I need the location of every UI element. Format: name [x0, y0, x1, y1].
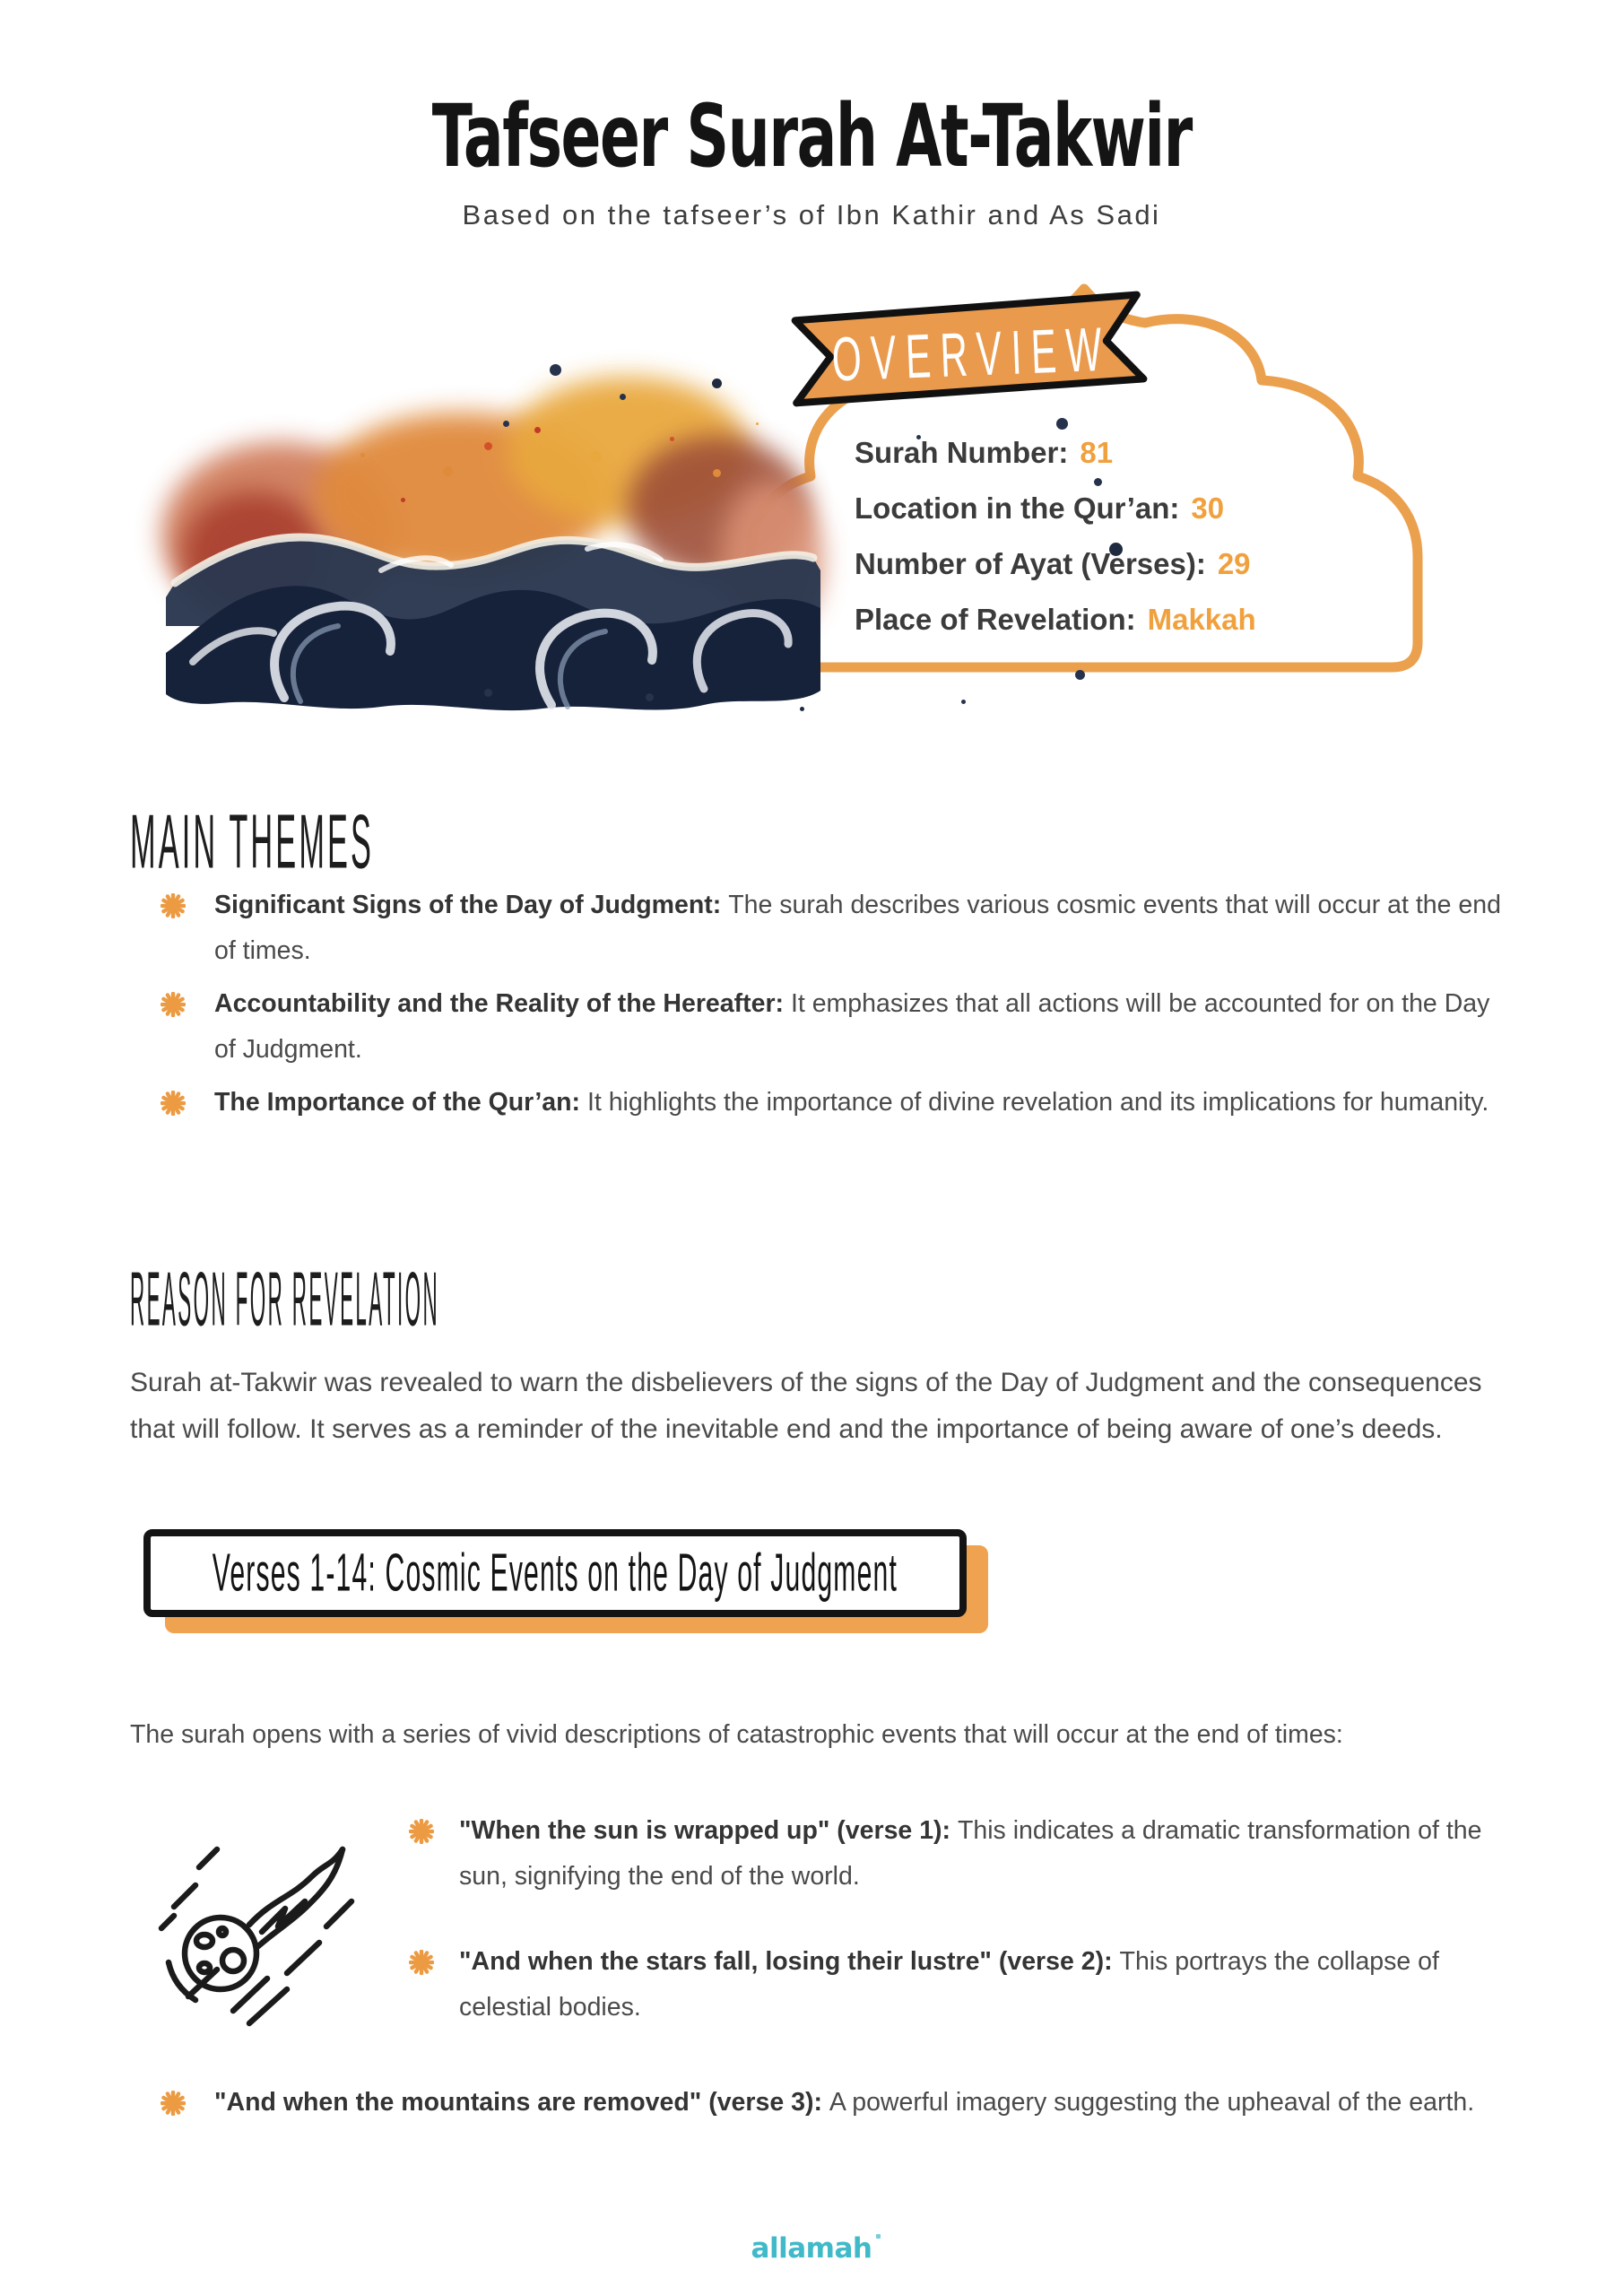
verse-item-text	[214, 2080, 1474, 2126]
verse-item-stars	[409, 1939, 1530, 2031]
theme-item-body: The surah describes various cosmic events that will occur at the end of times.	[214, 891, 1501, 965]
verse-item-text	[459, 1808, 1530, 1900]
page-footer	[0, 2232, 1623, 2265]
ribbon-label-wrap	[780, 292, 1153, 416]
verse-item-lead: "And when the mountains are removed" (verse 3):	[214, 2088, 822, 2117]
page-subtitle-wrap	[0, 199, 1623, 231]
reason-paragraph: Surah at-Takwir was revealed to warn the disbelievers of the signs of the Day of Judgment and the consequences that will follow. It serves as a reminder of the inevitable end and the importance of being aware of one’s deeds.	[130, 1368, 1482, 1444]
verses-banner-label: Verses 1-14: Cosmic Events on the Day of Judgment	[212, 1543, 898, 1604]
burst-bullet-icon	[161, 2091, 186, 2116]
theme-item-body: It emphasizes that all actions will be accounted for on the Day of Judgment.	[214, 989, 1490, 1064]
verse-item-mountains	[130, 2080, 1511, 2126]
theme-item-text	[214, 981, 1502, 1073]
burst-bullet-icon	[409, 1819, 434, 1844]
overview-ribbon-label: OVERVIEW	[830, 313, 1113, 395]
field-label: Number of Ayat (Verses):	[855, 547, 1206, 580]
allamah-logo	[751, 2232, 872, 2265]
verse-item-text	[459, 1939, 1530, 2031]
overview-field-revelation	[855, 592, 1256, 648]
burst-bullet-icon	[161, 992, 186, 1017]
theme-item-text	[214, 1080, 1488, 1126]
main-themes-heading: MAIN THEMES	[130, 797, 375, 884]
theme-item-text	[214, 883, 1502, 974]
overview-fields	[855, 425, 1256, 648]
theme-item-body: It highlights the importance of divine revelation and its implications for humanity.	[586, 1088, 1489, 1117]
burst-bullet-icon	[161, 1091, 186, 1116]
field-label: Location in the Qur’an:	[855, 491, 1180, 525]
reason-heading: REASON FOR REVELATION	[130, 1255, 440, 1342]
verse-item-lead: "When the sun is wrapped up" (verse 1):	[459, 1816, 951, 1845]
field-value: Makkah	[1147, 603, 1256, 636]
verse-item-body: This portrays the collapse of celestial bodies.	[459, 1947, 1439, 2022]
page-header	[0, 86, 1623, 187]
verse-item-body: This indicates a dramatic transformation of the sun, signifying the end of the world.	[459, 1816, 1482, 1891]
overview-ribbon-banner	[780, 287, 1153, 411]
waves-svg	[166, 357, 820, 718]
theme-item-lead: The Importance of the Qur’an:	[214, 1088, 581, 1117]
verse-item-lead: "And when the stars fall, losing their lustre" (verse 2):	[459, 1947, 1113, 1976]
theme-item	[130, 981, 1502, 1073]
verses-intro: The surah opens with a series of vivid descriptions of catastrophic events that will occur at the end of times:	[130, 1719, 1343, 1749]
field-label: Surah Number:	[855, 436, 1069, 469]
burst-bullet-icon	[161, 893, 186, 918]
allamah-logo-text: allamah	[751, 2232, 872, 2265]
paint-splatter	[484, 442, 492, 450]
overview-field-location	[855, 481, 1256, 536]
theme-item	[130, 883, 1502, 974]
verses-section-banner	[143, 1529, 967, 1617]
main-themes-list	[130, 883, 1502, 1133]
overview-field-ayat	[855, 536, 1256, 592]
theme-item-lead: Significant Signs of the Day of Judgment:	[214, 891, 722, 919]
overview-field-surah-number	[855, 425, 1256, 481]
field-value: 30	[1191, 491, 1225, 525]
theme-item	[130, 1080, 1502, 1126]
logo-trademark-icon	[876, 2234, 881, 2239]
burst-bullet-icon	[409, 1950, 434, 1975]
page-title: Tafseer Surah At-Takwir	[431, 86, 1192, 187]
verse-item-body: A powerful imagery suggesting the upheaval of the earth.	[829, 2088, 1475, 2117]
page-subtitle: Based on the tafseer’s of Ibn Kathir and As Sadi	[462, 199, 1161, 230]
theme-item-lead: Accountability and the Reality of the Hereafter:	[214, 989, 785, 1018]
field-value: 81	[1080, 436, 1114, 469]
stormy-waves-watercolor-image	[166, 357, 820, 718]
comet-icon	[142, 1819, 382, 2045]
verse-item-sun	[409, 1808, 1530, 1900]
ink-splatter	[484, 689, 492, 697]
field-value: 29	[1217, 547, 1251, 580]
field-label: Place of Revelation:	[855, 603, 1136, 636]
